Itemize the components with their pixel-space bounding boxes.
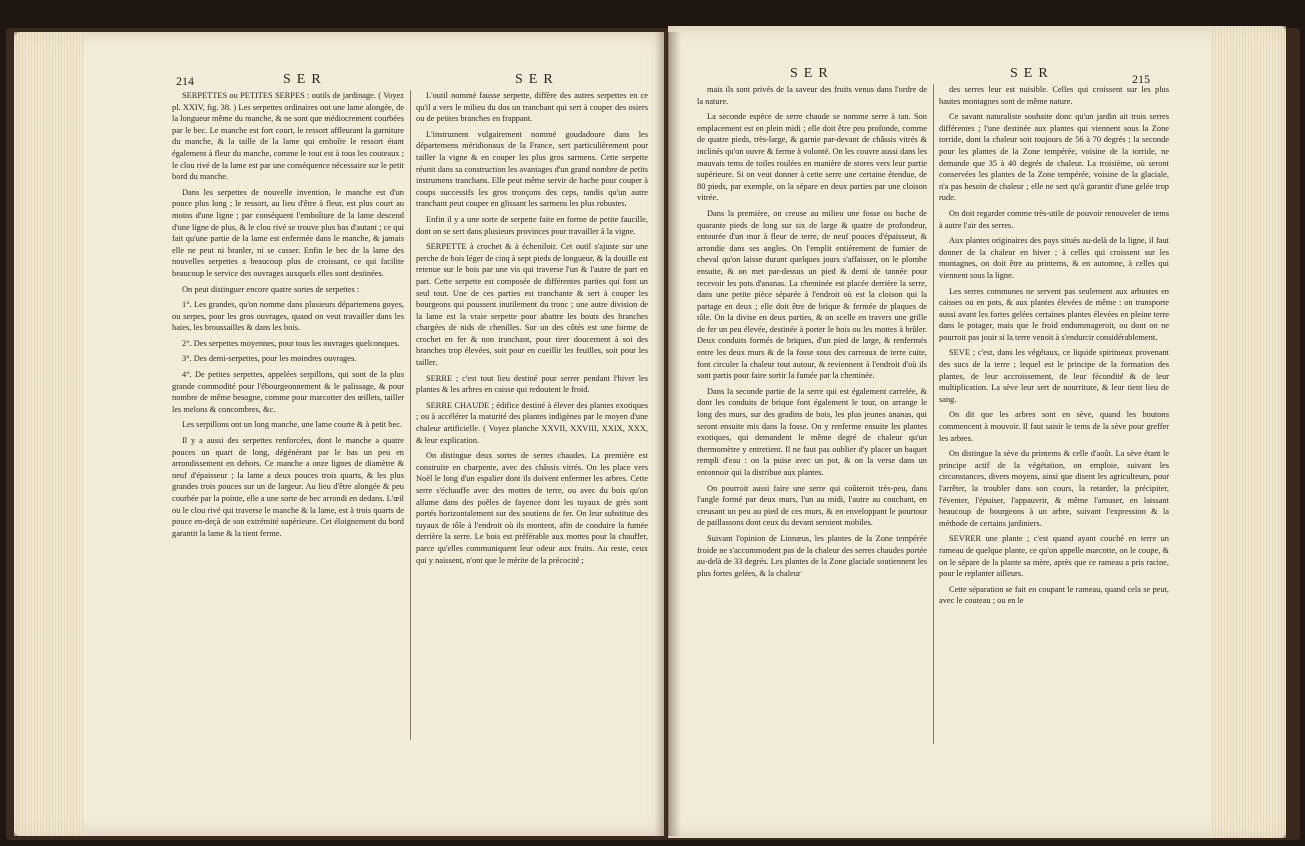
paragraph: L'outil nommé fausse serpette, diffère des autres serpettes en ce qu'il a vers le milieu du dos un tranchant qui sert à couper des osiers ou de petites branches en frappant. xyxy=(416,91,648,124)
right-column-2 xyxy=(939,84,1169,804)
paragraph: On dit que les arbres sont en sève, quand les boutons commencent à mouvoir. Il faut saisir le tems de la sève pour greffer les arbres. xyxy=(939,410,1169,443)
paragraph: Dans les serpettes de nouvelle invention, le manche est d'un pouce plus long ; le ressort, au lieu d'être à fleur, est plus court au moins d'une ligne ; par conséquent l'emboîture de la lame descend d'une ligne de plus, & le clou rivé se trouve plus bas d'autant ; ce qui fait qu'une partie de la lame est enfermée dans le manche, & jamais elle ne peut ni branler, ni se casser. Enfin le bec de la lame des nouvelles serpettes a beaucoup plus de croissant, ce qui facilite beaucoup le service des ouvrages auxquels elles sont destinées. xyxy=(172,187,404,278)
paragraph: SERRE CHAUDE ; édifice destiné à élever des plantes exotiques ; ou à accélérer la maturité des plantes indigènes par le moyen d'une chaleur artificielle. ( Voyez planche XXVII, XXVIII, XXIX, XXX, & leur explication. xyxy=(416,400,648,445)
paragraph: SERPETTES ou PETITES SERPES : outils de jardinage. ( Voyez pl. XXIV, fig. 38. ) Les serpettes ordinaires ont une lame alongée, de la longueur même du manche, & ne sont que médiocrement courbées par le bec. Le manche est fort court, le ressort affleurant la garniture du manche, & la taille de la lame qui emboîte le ressort étant également à fleur du manche, comme le tout est à tous les couteaux ; le clou rivé de la lame est par une conséquence nécessaire sur le petit bord du manche. xyxy=(172,91,404,182)
paragraph: On doit regarder comme très-utile de pouvoir renouveler de tems à autre l'air des serres. xyxy=(939,208,1169,230)
right-running-head-1: SER xyxy=(790,66,834,81)
book-gutter xyxy=(655,32,681,836)
paragraph: On distingue deux sortes de serres chaudes. La première est construite en charpente, avec des châssis vitrés. On les place vers Noël le long d'un espalier dont ils doivent enfermer les arbres. Cette serre s'échauffe avec des mottes de terre, ou avec du bois qu'on allume dans des poêles de fayence dont les tuyaux de grès sont portés horizontalement sur des soutiens de fer. On leur substitue des tuyaux de tôle à l'endroit où ils montent, afin de conduire la fumée derrière la serre. Le bois est préférable aux mottes pour la chauffer, parce qu'elles communiquent leur odeur aux fruits. Au reste, ceux qui y naissent, n'ont que le mérite de la précocité ; xyxy=(416,451,648,565)
paragraph: L'instrument vulgairement nommé goudadoure dans les départemens méridionaux de la France, sert particulièrement pour tailler la vigne & en couper les plus gros sarmens. Cette serpette réunit dans sa construction les avantages d'un grand nombre de petits instrumens tranchans. Elle peut même servir de hache pour couper à coups successifs les gros tronçons des ceps, tandis qu'un autre tranchant peut couper en glissant les sarmens les plus robustes. xyxy=(416,129,648,209)
paragraph: 2°. Des serpettes moyennes, pour tous les ouvrages quelconques. xyxy=(182,338,400,348)
right-page-number: 215 xyxy=(1132,72,1150,86)
left-running-head-1: SER xyxy=(283,72,327,87)
paragraph: 3°. Des demi-serpettes, pour les moindres ouvrages. xyxy=(182,354,357,364)
paragraph: Aux plantes originaires des pays situés au-delà de la ligne, il faut donner de la chaleur en hiver ; à celles qui croissent sur les montagnes, on doit être au printems, & en automne, à celles qui viennent sous la ligne. xyxy=(939,236,1169,280)
paragraph: Il y a aussi des serpettes renforcées, dont le manche a quatre pouces un quart de long, dégénérant par le bas un peu en arrondissement en dehors. Ce manche a onze lignes de diamètre & neuf d'épaisseur ; la lame a deux pouces trois quarts, & les plus grandes trois pouces sur un de largeur. Au lieu d'être alongée & peu courbée par la pointe, elle a une sorte de bec arrondi en dedans. L'œil ou le clou rivé qui traverse le manche & la lame, est à trois quarts de pouce en-deçà de son extrémité supérieure. Cet éloignement du bord garantit la lame & la tient ferme. xyxy=(172,436,404,538)
left-column-1 xyxy=(172,90,404,790)
paragraph: Ce savant naturaliste souhaite donc qu'un jardin ait trois serres différentes ; l'une destinée aux plantes qui viennent sous la Zone torride, dont la chaleur soit toujours de 56 à 70 degrés ; la seconde pour les plantes de la Zone tempérée, voisine de la torride, ne demande que 35 à 40 degrés de chaleur. La troisième, où seront conservées les plantes de la Zone tempérée, voisine de la glaciale, n'a pas besoin de chaleur ; elle ne sert qu'à garantir d'une gelée trop rude. xyxy=(939,112,1169,203)
paragraph: SEVRER une plante ; c'est quand ayant couché en terre un rameau de quelque plante, ce qu'on appelle marcotte, on le coupe, & on le sépare de la plante sa mère, après que ce rameau a pris racine, pour le replanter ailleurs. xyxy=(939,534,1169,579)
paragraph: Dans la première, on creuse au milieu une fosse ou bache de quarante pieds de long sur six de large & quatre de profondeur, entourée d'un mur à fleur de terre, de neuf pouces d'épaisseur, & arrondie dans ses angles. On l'emplit entièrement de fumier de cheval qu'on laisse durant quelques jours s'affaisser, on le plombe ensuite, & on met par-dessus un pied & demi de tannée pour recevoir les pots d'ananas. La cheminée est placée derrière la serre, dans une petite pièce séparée à l'endroit où est la cloison qui la partage en deux ; elle doit être de brique & fermée de plaques de tôle. On la divise en deux parties, & on scelle en travers une grille de fer un peu élevée, destinée à porter le bois ou les mottes à brûler. Deux conduits formés de briques, d'un pied de large, & renfermés entre les deux murs & de la fosse sous des carreaux de terre cuite, font circuler la chaleur tout autour, & reviennent à l'endroit d'où ils sont partis pour faire sortir la fumée par la cheminée. xyxy=(697,208,927,381)
paragraph: 4°. De petites serpettes, appelées serpillons, qui sont de la plus grande commodité pour l'ébourgeonnement & le palissage, & pour nombre de même besogne, comme pour marcotter des œillets, tailler les melons & concombres, &c. xyxy=(172,370,404,414)
left-page-edges xyxy=(14,32,84,836)
paragraph: On distingue la sève du printems & celle d'août. La sève étant le principe actif de la végétation, on emploie, suivant les circonstances, divers moyens, ainsi que disent les agriculteurs, pour l'arrêter, la troubler dans son cours, la retarder, la précipiter, l'éventer, l'épuiser, l'appauvrir, & même l'amuser, en laissant beaucoup de bourgeons à un arbre, suivant l'expression & la méthode de certains jardiniers. xyxy=(939,449,1169,528)
paragraph: SERRE ; c'est tout lieu destiné pour serrer pendant l'hiver les plantes & les arbres en caisse qui redoutent le froid. xyxy=(416,373,648,395)
paragraph: Cette séparation se fait en coupant le rameau, quand cela se peut, avec le couteau ; ou en le xyxy=(939,584,1169,606)
left-column-rule xyxy=(410,90,411,740)
right-column-rule xyxy=(933,84,934,744)
paragraph: Enfin il y a une sorte de serpette faite en forme de petite faucille, dont on se sert dans plusieurs provinces pour travailler à la vigne. xyxy=(416,214,648,236)
right-page-edges xyxy=(1210,26,1286,838)
paragraph: Dans la seconde partie de la serre qui est également carrelée, & dont les conduits de brique font également le tour, on arrange le long des murs, sur des gradins de bois, les plus jeunes ananas, qui seront ensuite mis dans la fosse. On y renferme ensuite les plantes exotiques, qui demandent le même degré de chaleur qu'un thermomètre y entretient. Il ne faut pas oublier d'y placer un baquet rempli d'eau : on la puise avec un pot, & on la verse dans un entonnoir qui la distribue aux plantes. xyxy=(697,386,927,477)
paragraph: SERPETTE à crochet & à écheniloir. Cet outil s'ajuste sur une perche de bois léger de cinq à sept pieds de longueur, & la douille est retenue sur le bois par une vis qui traverse l'un & l'autre de part en part. Cette serpette est composée de différentes parties qui font un seul tout. Une de ces parties est tranchante & sert à couper les bourgeons qui poussent inutilement du tronc ; une autre division de la lame est la vraie serpette pour abattre les bouts des branches chargées de nids de chenilles. Sur un des côtés est une forme de crochet en fer & non tranchant, pour tirer doucement à soi des branches trop élevées, soit pour en cueillir les feuilles, soit pour les tailler. xyxy=(416,242,648,368)
right-column-1 xyxy=(697,84,927,804)
left-column-2 xyxy=(416,90,648,800)
right-running-head-2: SER xyxy=(1010,66,1054,81)
paragraph: SEVE ; c'est, dans les végétaux, ce liquide spiritueux provenant des sucs de la terre ; lequel est le principe de la formation des plantes, de leur accroissement, de leur fécondité & de leur multiplication. La sève leur sert de nourriture, & leur tient lieu de sang. xyxy=(939,348,1169,404)
paragraph: Suivant l'opinion de Linnæus, les plantes de la Zone tempérée froide ne s'accommodent pas de la chaleur des serres chaudes portée au-delà de 33 degrés. Les plantes de la Zone glaciale soutiennent les plus fortes gelées, & la chaleur xyxy=(697,533,927,578)
paragraph: On pourroit aussi faire une serre qui coûteroit très-peu, dans l'angle formé par deux murs, l'un au midi, l'autre au couchant, en creusant un peu au pied de ces murs, & en enveloppant le pourtour de paillassons dont ceux du devant seroient mobiles. xyxy=(697,483,927,528)
paragraph: La seconde espèce de serre chaude se nomme serre à tan. Son emplacement est en plein midi ; elle doit être peu profonde, comme de quatre pieds, très-large, & garnie par-devant de châssis vitrés & inclinés qu'on ouvre & ferme à volonté. On les couvre aussi dans les mauvais tems de toiles roulées en manière de stores vers leur partie supérieure. Si on veut donner à cette serre une certaine étendue, de 80 pieds, par exemple, on la sépare en deux parties par une cloison vitrée. xyxy=(697,112,927,203)
paragraph: Les serpillons ont un long manche, une lame courte & à petit bec. xyxy=(182,420,403,430)
paragraph: mais ils sont privés de la saveur des fruits venus dans l'ordre de la nature. xyxy=(697,85,927,106)
paragraph: On peut distinguer encore quatre sortes de serpettes : xyxy=(182,284,360,294)
left-page-number: 214 xyxy=(176,74,194,88)
paragraph: Les serres communes ne servent pas seulement aux arbustes en caisses ou en pots, & aux plantes élevées de même : on transporte aussi avant les fortes gelées certaines plantes élevées en pleine terre dans le potager, mais que le froid endommageroit, ou dont on ne pourroit pas jouir si la terre venoit à s'endurcir considérablement. xyxy=(939,286,1169,342)
paragraph: 1°. Les grandes, qu'on nomme dans plusieurs départemens goyes, ou serpes, pour les gros ouvrages, quand on veut travailler dans les haies, les broussailles & dans les bois. xyxy=(172,300,404,333)
left-running-head-2: SER xyxy=(515,72,559,87)
paragraph: des serres leur est nuisible. Celles qui croissent sur les plus hautes montagnes sont de même nature. xyxy=(939,85,1169,106)
